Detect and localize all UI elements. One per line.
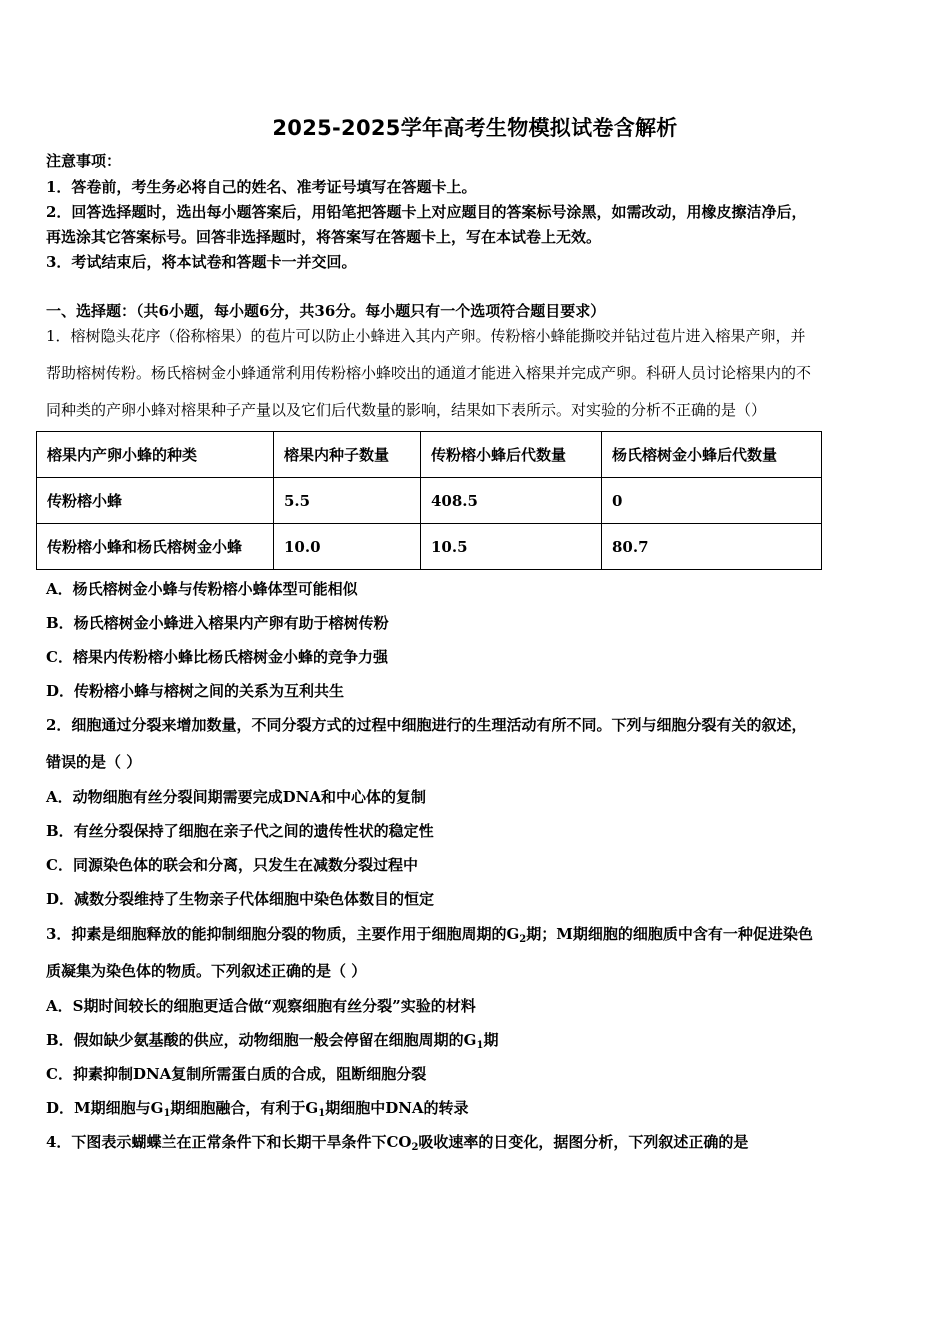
question-1-option: A．杨氏榕树金小蜂与传粉榕小蜂体型可能相似 <box>46 580 358 598</box>
question-3-text: 质凝集为染色体的物质。下列叙述正确的是（ ） <box>46 962 367 980</box>
q3-text-part: 期细胞融合，有利于G <box>170 1099 319 1117</box>
section-heading: 一、选择题：（共6小题，每小题6分，共36分。每小题只有一个选项符合题目要求） <box>46 302 606 320</box>
notice-item: 1．答卷前，考生务必将自己的姓名、准考证号填写在答题卡上。 <box>46 178 477 196</box>
q4-text-part: 吸收速率的日变化，据图分析，下列叙述正确的是 <box>418 1133 749 1151</box>
table-header-cell: 杨氏榕树金小蜂后代数量 <box>602 432 822 478</box>
table-header-cell: 传粉榕小蜂后代数量 <box>421 432 602 478</box>
table-cell: 10.5 <box>421 524 602 570</box>
question-3-option: C．抑素抑制DNA复制所需蛋白质的合成，阻断细胞分裂 <box>46 1065 427 1083</box>
table-row <box>37 524 822 570</box>
results-table <box>36 431 822 570</box>
table-cell: 0 <box>602 478 822 524</box>
table-cell: 408.5 <box>421 478 602 524</box>
question-2-option: D．减数分裂维持了生物亲子代体细胞中染色体数目的恒定 <box>46 890 435 908</box>
q3-text-part: 期；M期细胞的细胞质中含有一种促进染色 <box>526 925 813 943</box>
question-3-option <box>46 1030 906 1056</box>
page-title: 2025-2025学年高考生物模拟试卷含解析 <box>272 116 678 140</box>
notice-item: 2．回答选择题时，选出每小题答案后，用铅笔把答题卡上对应题目的答案标号涂黑，如需改动，用橡皮擦洁净后， <box>46 203 807 221</box>
subscript: 1 <box>318 1108 326 1119</box>
q4-text-part: 4．下图表示蝴蝶兰在正常条件下和长期干旱条件下CO <box>46 1133 412 1151</box>
notice-item: 3．考试结束后，将本试卷和答题卡一并交回。 <box>46 253 357 271</box>
table-cell: 传粉榕小蜂 <box>37 478 274 524</box>
subscript: 1 <box>476 1040 484 1051</box>
question-3-text <box>46 924 906 950</box>
table-cell: 80.7 <box>602 524 822 570</box>
subscript: 1 <box>163 1108 171 1119</box>
subscript: 2 <box>411 1142 419 1153</box>
table-cell: 传粉榕小蜂和杨氏榕树金小蜂 <box>37 524 274 570</box>
question-1-text: 同种类的产卵小蜂对榕果种子产量以及它们后代数量的影响，结果如下表所示。对实验的分析不正确的是（） <box>46 401 767 419</box>
table-cell: 10.0 <box>274 524 421 570</box>
question-2-option: C．同源染色体的联会和分离，只发生在减数分裂过程中 <box>46 856 418 874</box>
question-1-option: B．杨氏榕树金小蜂进入榕果内产卵有助于榕树传粉 <box>46 614 389 632</box>
table-header-row <box>37 432 822 478</box>
q3-text-part: D．M期细胞与G <box>46 1099 164 1117</box>
question-2-option: B．有丝分裂保持了细胞在亲子代之间的遗传性状的稳定性 <box>46 822 434 840</box>
question-2-text: 错误的是（ ） <box>46 753 142 771</box>
table-cell: 5.5 <box>274 478 421 524</box>
table-header-cell: 榕果内产卵小蜂的种类 <box>37 432 274 478</box>
question-4-text <box>46 1132 906 1158</box>
q3-text-part: B．假如缺少氨基酸的供应，动物细胞一般会停留在细胞周期的G <box>46 1031 477 1049</box>
question-1-option: C．榕果内传粉榕小蜂比杨氏榕树金小蜂的竞争力强 <box>46 648 388 666</box>
question-1-text: 帮助榕树传粉。杨氏榕树金小蜂通常利用传粉榕小蜂咬出的通道才能进入榕果并完成产卵。科研人员讨论榕果内的不 <box>46 364 812 382</box>
notice-heading: 注意事项： <box>46 152 122 170</box>
q3-text-part: 期细胞中DNA的转录 <box>325 1099 469 1117</box>
question-2-text: 2．细胞通过分裂来增加数量，不同分裂方式的过程中细胞进行的生理活动有所不同。下列与细胞分裂有关的叙述， <box>46 716 807 734</box>
q3-text-part: 3．抑素是细胞释放的能抑制细胞分裂的物质，主要作用于细胞周期的G <box>46 925 520 943</box>
question-1-text: 1．榕树隐头花序（俗称榕果）的苞片可以防止小蜂进入其内产卵。传粉榕小蜂能撕咬并钻过苞片进入榕果产卵，并 <box>46 327 806 345</box>
question-1-option: D．传粉榕小蜂与榕树之间的关系为互利共生 <box>46 682 345 700</box>
table-row <box>37 478 822 524</box>
q3-text-part: 期 <box>483 1031 499 1049</box>
subscript: 2 <box>519 934 527 945</box>
question-3-option <box>46 1098 906 1124</box>
table-header-cell: 榕果内种子数量 <box>274 432 421 478</box>
question-3-option: A．S期时间较长的细胞更适合做“观察细胞有丝分裂”实验的材料 <box>46 997 476 1015</box>
question-2-option: A．动物细胞有丝分裂间期需要完成DNA和中心体的复制 <box>46 788 426 806</box>
notice-item: 再选涂其它答案标号。回答非选择题时，将答案写在答题卡上，写在本试卷上无效。 <box>46 228 602 246</box>
